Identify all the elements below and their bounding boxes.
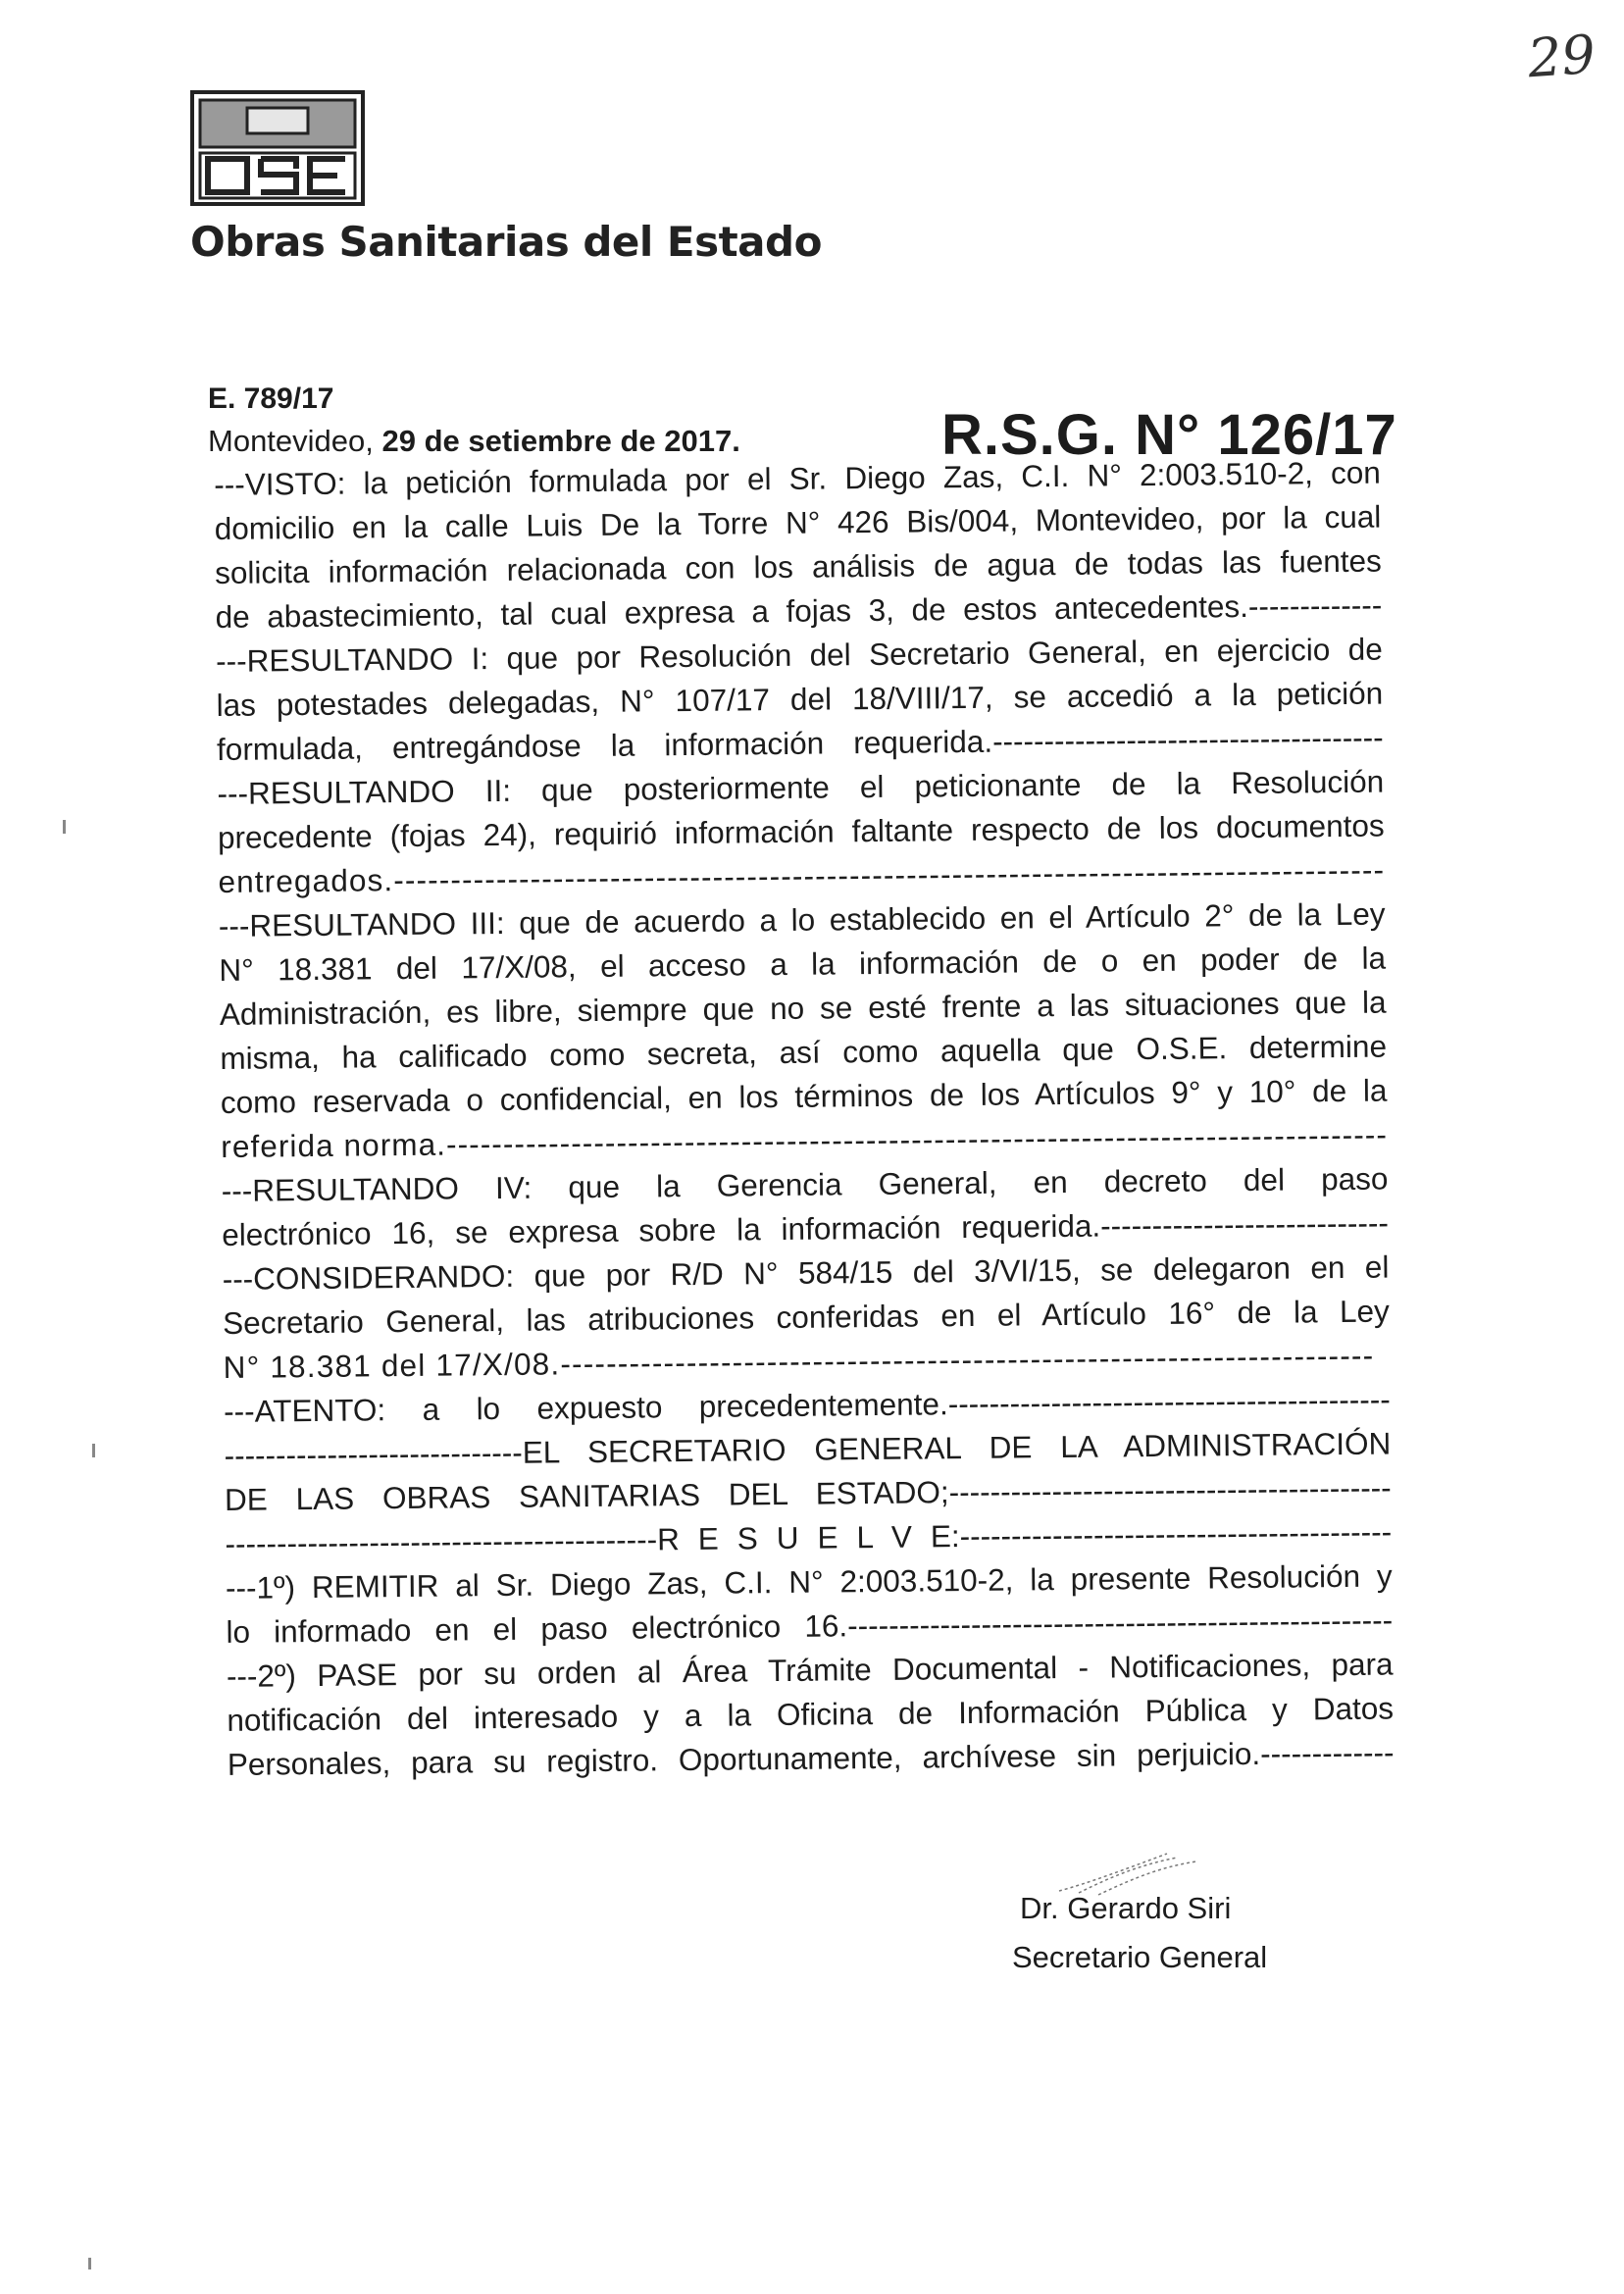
document-line: ---RESULTANDO I: que por Resolución del Secretario General, en ejercicio de <box>215 631 1383 679</box>
resolution-number: R.S.G. N° 126/17 <box>941 403 1397 467</box>
date-value: 29 de setiembre de 2017. <box>381 424 740 458</box>
signatory-title: Secretario General <box>1012 1940 1268 1974</box>
signatory-name: Dr. Gerardo Siri <box>1020 1891 1232 1925</box>
document-line: ---RESULTANDO IV: que la Gerencia General, en decreto del paso <box>221 1160 1389 1208</box>
document-line: lo informado en el paso electrónico 16.----------------------------------------------------- <box>226 1602 1394 1650</box>
margin-mark <box>92 1444 95 1457</box>
document-line: notificación del interesado y a la Oficina de Información Pública y Datos <box>227 1690 1395 1738</box>
document-line: N° 18.381 del 17/X/08.----------------------------------------------------------------------- <box>223 1337 1375 1385</box>
document-line: solicita información relacionada con los análisis de agua de todas las fuentes <box>214 542 1382 590</box>
organization-name: Obras Sanitarias del Estado <box>190 218 822 266</box>
document-line: ---VISTO: la petición formulada por el Sr. Diego Zas, C.I. N° 2:003.510-2, con <box>214 454 1382 502</box>
document-line: ---CONSIDERANDO: que por R/D N° 584/15 del 3/VI/15, se delegaron en el <box>222 1249 1390 1297</box>
document-line: formulada, entregándose la información requerida.-------------------------------------- <box>216 719 1384 767</box>
document-line: de abastecimiento, tal cual expresa a fojas 3, de estos antecedentes.------------- <box>215 586 1383 635</box>
document-line: Administración, es libre, siempre que no se esté frente a las situaciones que la <box>219 984 1387 1032</box>
date-line <box>208 424 740 459</box>
document-line: ---ATENTO: a lo expuesto precedentemente.------------------------------------------- <box>223 1381 1391 1429</box>
document-line: misma, ha calificado como secreta, así como aquella que O.S.E. determine <box>220 1028 1388 1076</box>
page-number: 29 <box>1525 23 1598 90</box>
resolution-body <box>214 451 1395 1787</box>
document-line: las potestades delegadas, N° 107/17 del 18/VIII/17, se accedió a la petición <box>216 675 1384 723</box>
document-line: Secretario General, las atribuciones conferidas en el Artículo 16° de la Ley <box>222 1293 1390 1341</box>
document-line: ---2º) PASE por su orden al Área Trámite Documental - Notificaciones, para <box>226 1646 1394 1694</box>
document-line: DE LAS OBRAS SANITARIAS DEL ESTADO;------------------------------------------- <box>224 1469 1392 1517</box>
date-city: Montevideo, <box>208 424 374 458</box>
margin-mark <box>88 2258 91 2269</box>
document-line: electrónico 16, se expresa sobre la información requerida.---------------------------- <box>222 1204 1390 1252</box>
document-line: ---RESULTANDO II: que posteriormente el peticionante de la Resolución <box>217 763 1385 811</box>
document-line: ------------------------------------------R E S U E L V E:------------------------------------------ <box>225 1513 1393 1561</box>
document-line: precedente (fojas 24), requirió información faltante respecto de los documentos <box>217 807 1385 855</box>
signature-block <box>981 1844 1314 2011</box>
margin-mark <box>63 820 66 834</box>
document-line: entregados.--------------------------------------------------------------------------------------- <box>218 851 1386 899</box>
document-line: ---1º) REMITIR al Sr. Diego Zas, C.I. N° 2:003.510-2, la presente Resolución y <box>225 1557 1393 1606</box>
document-line: como reservada o confidencial, en los términos de los Artículos 9° y 10° de la <box>220 1072 1388 1120</box>
document-line: -----------------------------EL SECRETARIO GENERAL DE LA ADMINISTRACIÓN <box>224 1425 1392 1473</box>
document-line: referida norma.----------------------------------------------------------------------------------- <box>221 1116 1389 1164</box>
expediente-number: E. 789/17 <box>208 382 334 415</box>
ose-logo <box>190 90 365 206</box>
document-line: Personales, para su registro. Oportunamente, archívese sin perjuicio.------------- <box>227 1734 1395 1782</box>
document-line: N° 18.381 del 17/X/08, el acceso a la información de o en poder de la <box>219 940 1387 988</box>
document-line: ---RESULTANDO III: que de acuerdo a lo establecido en el Artículo 2° de la Ley <box>218 895 1386 943</box>
document-line: domicilio en la calle Luis De la Torre N° 426 Bis/004, Montevideo, por la cual <box>214 498 1382 546</box>
